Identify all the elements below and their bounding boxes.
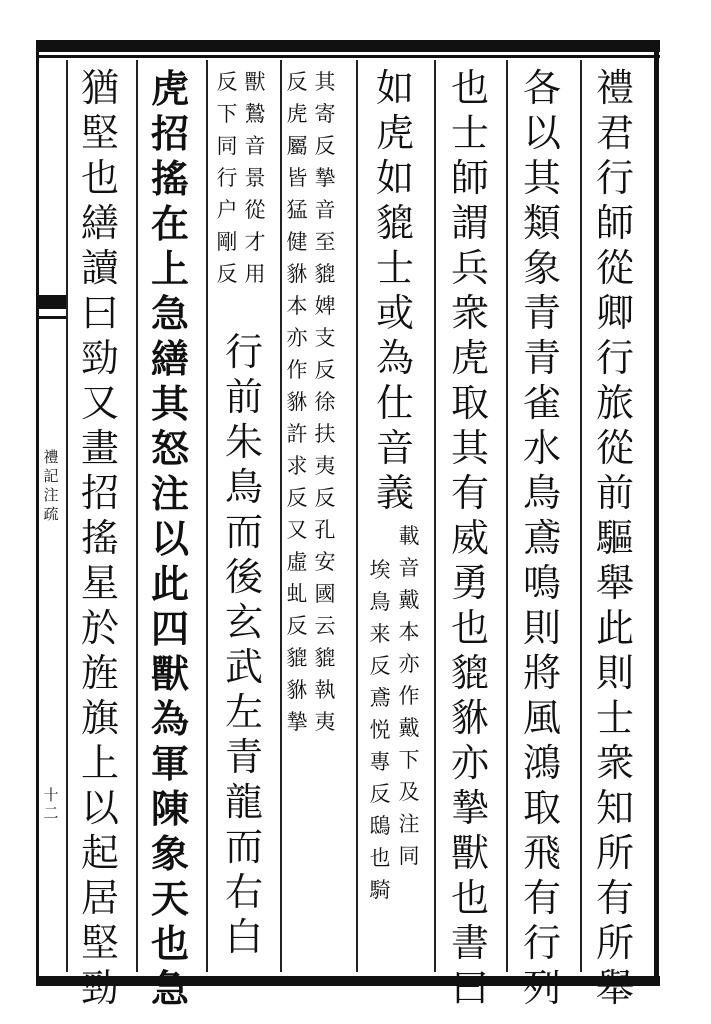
glyph: 猛 <box>286 198 308 222</box>
glyph: 也 <box>450 606 489 650</box>
glyph: 威 <box>450 516 489 560</box>
glyph: 也 <box>450 66 489 110</box>
text-column-3 <box>448 66 492 1011</box>
glyph: 兵 <box>450 246 489 290</box>
glyph: 青 <box>224 735 263 779</box>
column-rule <box>66 60 68 972</box>
glyph: 徐 <box>314 390 336 414</box>
glyph: 用 <box>244 262 266 286</box>
glyph: 貅 <box>450 696 489 740</box>
glyph: 為 <box>375 336 414 380</box>
glyph: 摯 <box>314 166 336 190</box>
glyph: 後 <box>224 555 263 599</box>
column-rule <box>280 60 282 972</box>
glyph: 象 <box>522 246 561 290</box>
glyph: 悦 <box>369 718 391 742</box>
glyph: 龍 <box>224 780 263 824</box>
glyph: 鳥 <box>369 590 391 614</box>
frame-right-border <box>654 40 659 986</box>
glyph: 象 <box>150 831 189 876</box>
glyph: 衆 <box>595 741 634 785</box>
glyph: 注 <box>43 486 59 504</box>
glyph: 而 <box>224 825 263 869</box>
glyph: 也 <box>450 876 489 920</box>
glyph: 急 <box>150 966 189 1011</box>
glyph: 獸 <box>244 70 266 94</box>
glyph: 居 <box>80 876 119 920</box>
glyph: 許 <box>286 422 308 446</box>
glyph: 鳥 <box>522 471 561 515</box>
glyph: 剛 <box>216 230 238 254</box>
glyph: 戴 <box>398 588 420 612</box>
glyph: 前 <box>595 471 634 515</box>
glyph: 疏 <box>43 505 59 523</box>
column-rule <box>136 60 138 972</box>
glyph: 虎 <box>286 102 308 126</box>
glyph: 貅 <box>286 262 308 286</box>
glyph: 扶 <box>314 422 336 446</box>
glyph: 行 <box>216 166 238 190</box>
glyph: 鳥 <box>224 465 263 509</box>
annotation-column-4-right <box>396 520 422 872</box>
glyph: 青 <box>522 336 561 380</box>
glyph: 虎 <box>150 66 189 111</box>
frame-left-border <box>36 40 39 986</box>
glyph: 同 <box>398 844 420 868</box>
glyph: 鳴 <box>522 561 561 605</box>
glyph: 畫 <box>80 426 119 470</box>
annotation-column-7-left <box>214 66 240 290</box>
glyph: 騎 <box>369 878 391 902</box>
frame-top-inner-border <box>36 55 660 58</box>
glyph: 虎 <box>375 111 414 155</box>
glyph: 此 <box>150 561 189 606</box>
glyph: 行 <box>595 336 634 380</box>
column-rule <box>356 60 358 972</box>
glyph: 如 <box>375 156 414 200</box>
glyph: 水 <box>522 426 561 470</box>
annotation-column-5 <box>312 66 338 738</box>
frame-bottom-border <box>36 976 660 986</box>
text-column-7-main <box>222 330 266 960</box>
glyph: 十 <box>43 786 59 804</box>
glyph: 反 <box>314 486 336 510</box>
glyph: 虬 <box>286 582 308 606</box>
glyph: 雀 <box>522 381 561 425</box>
glyph: 户 <box>216 198 238 222</box>
glyph: 所 <box>595 921 634 965</box>
glyph: 貔 <box>286 646 308 670</box>
glyph: 又 <box>286 518 308 542</box>
glyph: 旌 <box>80 651 119 695</box>
glyph: 貔 <box>314 646 336 670</box>
glyph: 注 <box>398 812 420 836</box>
glyph: 起 <box>80 831 119 875</box>
glyph: 載 <box>398 524 420 548</box>
glyph: 搖 <box>150 156 189 201</box>
annotation-column-7-right <box>242 66 268 290</box>
glyph: 前 <box>224 375 263 419</box>
glyph: 屬 <box>286 134 308 158</box>
glyph: 注 <box>150 471 189 516</box>
glyph: 反 <box>216 262 238 286</box>
glyph: 旅 <box>595 381 634 425</box>
margin-fish-tail-line <box>39 316 66 319</box>
glyph: 也 <box>80 156 119 200</box>
glyph: 婢 <box>314 294 336 318</box>
glyph: 白 <box>224 915 263 959</box>
glyph: 摯 <box>450 786 489 830</box>
glyph: 云 <box>314 614 336 638</box>
frame-top-border <box>36 40 660 52</box>
glyph: 貔 <box>314 262 336 286</box>
glyph: 鳶 <box>522 516 561 560</box>
glyph: 勁 <box>80 966 119 1010</box>
glyph: 其 <box>314 70 336 94</box>
glyph: 以 <box>150 516 189 561</box>
glyph: 類 <box>522 201 561 245</box>
glyph: 軍 <box>150 741 189 786</box>
glyph: 而 <box>224 510 263 554</box>
annotation-column-6 <box>284 66 310 738</box>
glyph: 青 <box>522 291 561 335</box>
glyph: 音 <box>244 134 266 158</box>
glyph: 反 <box>369 782 391 806</box>
glyph: 求 <box>286 454 308 478</box>
glyph: 曰 <box>450 966 489 1010</box>
glyph: 景 <box>244 166 266 190</box>
glyph: 作 <box>398 684 420 708</box>
glyph: 旗 <box>80 696 119 740</box>
glyph: 亦 <box>450 741 489 785</box>
glyph: 從 <box>244 198 266 222</box>
glyph: 搖 <box>80 516 119 560</box>
glyph: 各 <box>522 66 561 110</box>
glyph: 鴟 <box>369 814 391 838</box>
glyph: 寄 <box>314 102 336 126</box>
glyph: 亦 <box>398 652 420 676</box>
glyph: 支 <box>314 326 336 350</box>
margin-page-number <box>42 786 60 822</box>
glyph: 禮 <box>595 66 634 110</box>
glyph: 行 <box>224 330 263 374</box>
glyph: 戴 <box>398 716 420 740</box>
text-column-8 <box>148 66 192 1011</box>
glyph: 反 <box>314 134 336 158</box>
glyph: 風 <box>522 696 561 740</box>
glyph: 本 <box>398 620 420 644</box>
glyph: 為 <box>150 696 189 741</box>
margin-fish-tail <box>39 295 66 309</box>
glyph: 才 <box>244 230 266 254</box>
glyph: 從 <box>595 246 634 290</box>
glyph: 反 <box>369 654 391 678</box>
glyph: 堅 <box>80 921 119 965</box>
glyph: 健 <box>286 230 308 254</box>
glyph: 音 <box>375 426 414 470</box>
glyph: 怒 <box>150 426 189 471</box>
glyph: 上 <box>150 246 189 291</box>
glyph: 知 <box>595 786 634 830</box>
glyph: 鳶 <box>369 686 391 710</box>
text-column-2 <box>520 66 564 1011</box>
glyph: 招 <box>150 111 189 156</box>
glyph: 夷 <box>314 710 336 734</box>
glyph: 如 <box>375 66 414 110</box>
glyph: 專 <box>369 750 391 774</box>
glyph: 從 <box>595 426 634 470</box>
column-rule <box>506 60 508 972</box>
glyph: 仕 <box>375 381 414 425</box>
glyph: 列 <box>522 966 561 1010</box>
glyph: 此 <box>595 606 634 650</box>
glyph: 行 <box>595 156 634 200</box>
glyph: 鷙 <box>244 102 266 126</box>
glyph: 同 <box>216 134 238 158</box>
text-column-1 <box>593 66 637 1011</box>
glyph: 舉 <box>595 561 634 605</box>
glyph: 則 <box>522 606 561 650</box>
glyph: 國 <box>314 582 336 606</box>
text-column-9 <box>78 66 122 1011</box>
glyph: 四 <box>150 606 189 651</box>
glyph: 天 <box>150 876 189 921</box>
glyph: 虛 <box>286 550 308 574</box>
glyph: 作 <box>286 358 308 382</box>
glyph: 夷 <box>314 454 336 478</box>
glyph: 或 <box>375 291 414 335</box>
glyph: 飛 <box>522 831 561 875</box>
glyph: 義 <box>375 471 414 515</box>
glyph: 至 <box>314 230 336 254</box>
glyph: 驅 <box>595 516 634 560</box>
glyph: 星 <box>80 561 119 605</box>
glyph: 反 <box>314 358 336 382</box>
glyph: 其 <box>522 156 561 200</box>
glyph: 反 <box>286 486 308 510</box>
column-rule <box>434 60 436 972</box>
glyph: 君 <box>595 111 634 155</box>
text-column-4-main <box>373 66 417 516</box>
glyph: 安 <box>314 550 336 574</box>
glyph: 亦 <box>286 326 308 350</box>
glyph: 上 <box>80 741 119 785</box>
glyph: 貅 <box>286 390 308 414</box>
glyph: 記 <box>43 467 59 485</box>
glyph: 孔 <box>314 518 336 542</box>
glyph: 其 <box>450 426 489 470</box>
glyph: 繕 <box>80 201 119 245</box>
glyph: 貔 <box>375 201 414 245</box>
glyph: 武 <box>224 645 263 689</box>
glyph: 舉 <box>595 966 634 1010</box>
glyph: 反 <box>286 70 308 94</box>
glyph: 在 <box>150 201 189 246</box>
glyph: 来 <box>369 622 391 646</box>
glyph: 貅 <box>286 678 308 702</box>
glyph: 獸 <box>150 651 189 696</box>
glyph: 獸 <box>450 831 489 875</box>
glyph: 書 <box>450 921 489 965</box>
glyph: 下 <box>216 102 238 126</box>
glyph: 勁 <box>80 336 119 380</box>
glyph: 衆 <box>450 291 489 335</box>
glyph: 師 <box>595 201 634 245</box>
margin-book-title <box>42 448 60 524</box>
glyph: 其 <box>150 381 189 426</box>
glyph: 禮 <box>43 448 59 466</box>
column-rule <box>580 60 582 972</box>
glyph: 陳 <box>150 786 189 831</box>
glyph: 於 <box>80 606 119 650</box>
column-rule <box>206 60 208 972</box>
glyph: 反 <box>216 70 238 94</box>
glyph: 以 <box>522 111 561 155</box>
glyph: 猶 <box>80 66 119 110</box>
glyph: 埃 <box>369 558 391 582</box>
glyph: 及 <box>398 780 420 804</box>
glyph: 士 <box>450 111 489 155</box>
annotation-column-4-left <box>367 554 393 906</box>
glyph: 也 <box>150 921 189 966</box>
glyph: 又 <box>80 381 119 425</box>
glyph: 有 <box>522 876 561 920</box>
glyph: 招 <box>80 471 119 515</box>
glyph: 讀 <box>80 246 119 290</box>
glyph: 將 <box>522 651 561 695</box>
glyph: 所 <box>595 831 634 875</box>
glyph: 音 <box>398 556 420 580</box>
glyph: 有 <box>595 876 634 920</box>
glyph: 皆 <box>286 166 308 190</box>
glyph: 士 <box>375 246 414 290</box>
glyph: 堅 <box>80 111 119 155</box>
glyph: 以 <box>80 786 119 830</box>
glyph: 卿 <box>595 291 634 335</box>
glyph: 貔 <box>450 651 489 695</box>
glyph: 勇 <box>450 561 489 605</box>
glyph: 師 <box>450 156 489 200</box>
glyph: 反 <box>286 614 308 638</box>
glyph: 朱 <box>224 420 263 464</box>
glyph: 行 <box>522 921 561 965</box>
glyph: 繕 <box>150 336 189 381</box>
glyph: 執 <box>314 678 336 702</box>
glyph: 虎 <box>450 336 489 380</box>
glyph: 急 <box>150 291 189 336</box>
glyph: 取 <box>522 786 561 830</box>
glyph: 本 <box>286 294 308 318</box>
glyph: 則 <box>595 651 634 695</box>
glyph: 士 <box>595 696 634 740</box>
glyph: 也 <box>369 846 391 870</box>
glyph: 左 <box>224 690 263 734</box>
glyph: 摯 <box>286 710 308 734</box>
glyph: 右 <box>224 870 263 914</box>
glyph: 鴻 <box>522 741 561 785</box>
glyph: 謂 <box>450 201 489 245</box>
glyph: 二 <box>43 804 59 822</box>
glyph: 音 <box>314 198 336 222</box>
glyph: 曰 <box>80 291 119 335</box>
glyph: 玄 <box>224 600 263 644</box>
glyph: 下 <box>398 748 420 772</box>
glyph: 取 <box>450 381 489 425</box>
glyph: 有 <box>450 471 489 515</box>
